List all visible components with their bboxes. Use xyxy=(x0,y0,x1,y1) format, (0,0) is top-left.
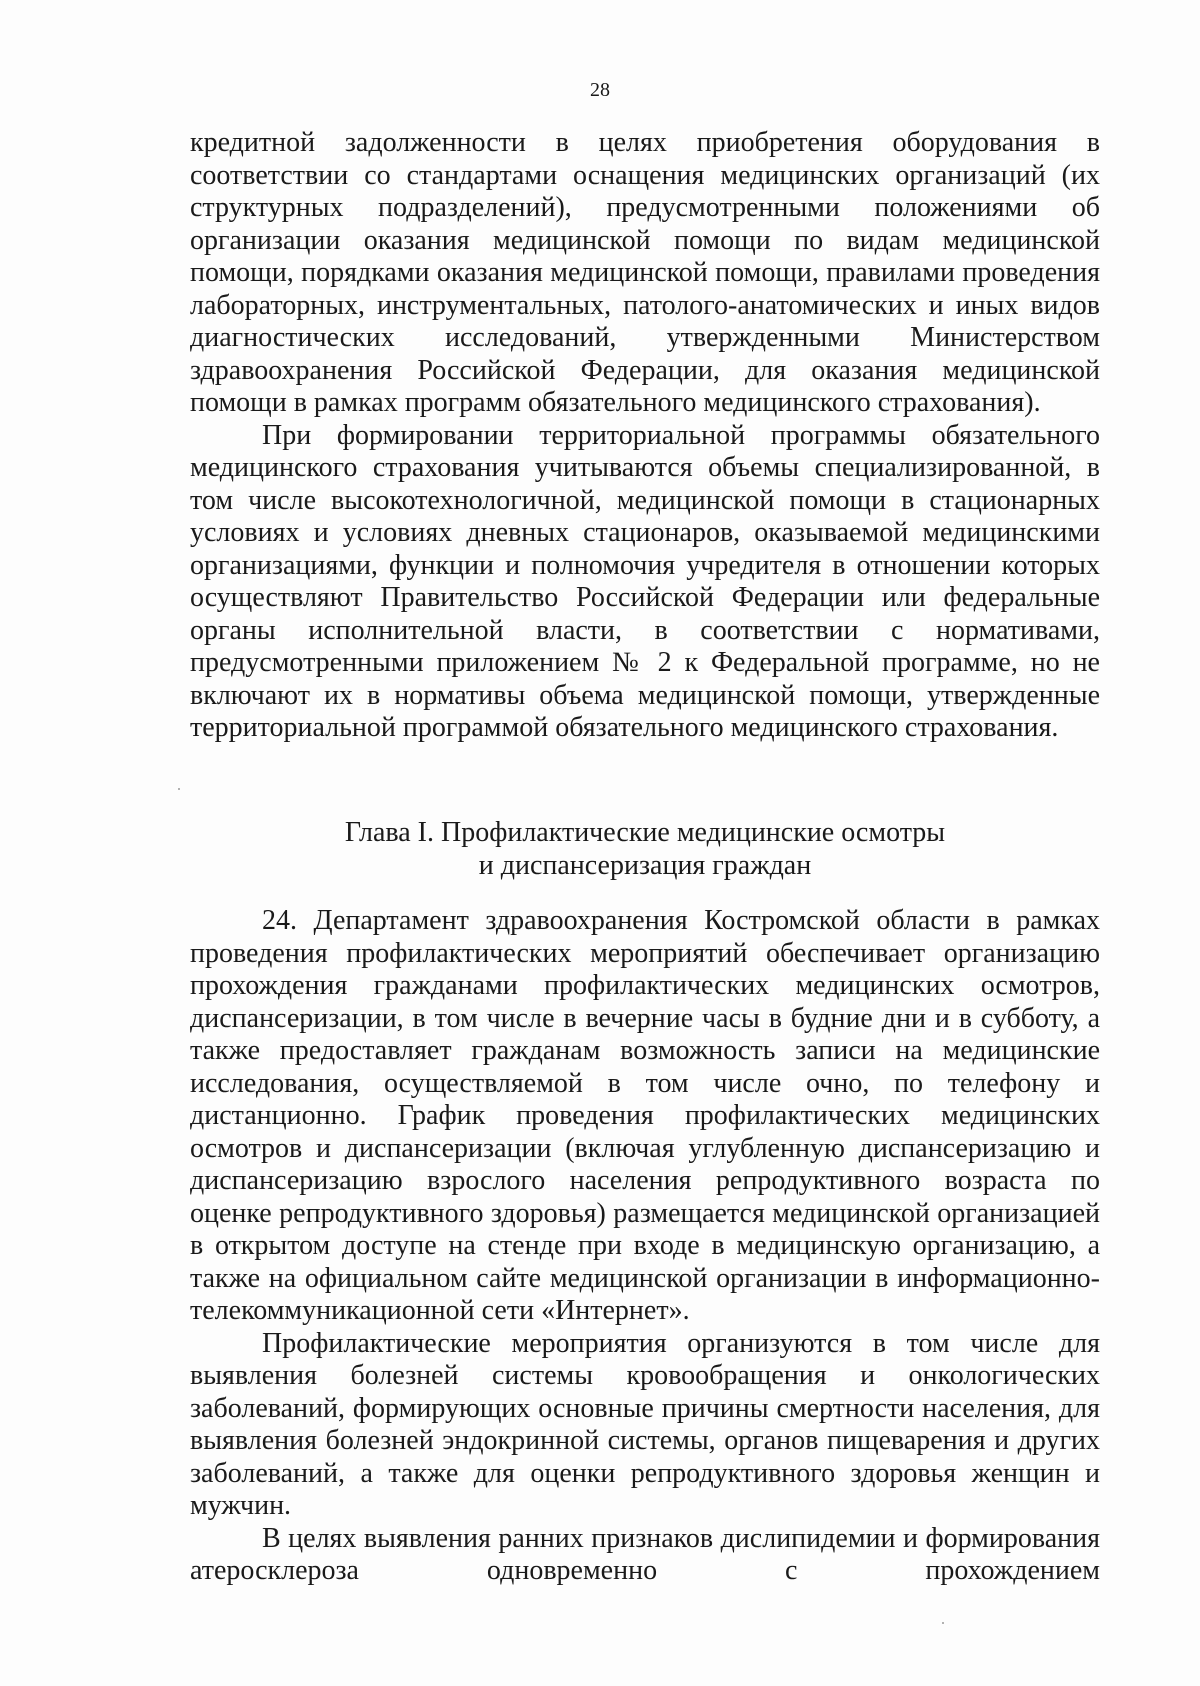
body-text-top xyxy=(190,127,1100,745)
chapter-heading xyxy=(190,816,1100,882)
paragraph-preventive-measures: Профилактические мероприятия организуются в том числе для выявления болезней системы кровообращения и онкологических заболеваний, формирующих основные причины смертности населения, для выявления болезней эндокринной системы, органов пищеварения и других заболеваний, а также для оценки репродуктивного здоровья женщин и мужчин. xyxy=(190,1327,1100,1521)
scan-speck xyxy=(942,1622,944,1624)
paragraph-territorial-program: При формировании территориальной программы обязательного медицинского страхования учитываются объемы специализированной, в том числе высокотехнологичной, медицинской помощи в стационарных условиях и условиях дневных стационаров, оказываемой медицинскими организациями, функции и полномочия учредителя в отношении которых осуществляют Правительство Российской Федерации или федеральные органы исполнительной власти, в соответствии с нормативами, предусмотренными приложением № 2 к Федеральной программе, но не включают их в нормативы объема медицинской помощи, утвержденные территориальной программой обязательного медицинского страхования. xyxy=(190,419,1100,743)
chapter-heading-line-1: Глава I. Профилактические медицинские осмотры xyxy=(344,817,946,848)
paragraph-credit-debt: кредитной задолженности в целях приобретения оборудования в соответствии со стандартами оснащения медицинских организаций (их структурных подразделений), предусмотренными положениями об организации оказания медицинской помощи по видам медицинской помощи, порядками оказания медицинской помощи, правилами проведения лабораторных, инструментальных, патолого-анатомических и иных видов диагностических исследований, утвержденными Министерством здравоохранения Российской Федерации, для оказания медицинской помощи в рамках программ обязательного медицинского страхования). xyxy=(190,127,1100,418)
chapter-heading-line-2: и диспансеризация граждан xyxy=(478,850,812,881)
paragraph-item-24: 24. Департамент здравоохранения Костромской области в рамках проведения профилактических мероприятий обеспечивает организацию прохождения гражданами профилактических медицинских осмотров, диспансеризации, в том числе в вечерние часы в будние дни и в субботу, а также предоставляет гражданам возможность записи на медицинские исследования, осуществляемой в том числе очно, по телефону и дистанционно. График проведения профилактических медицинских осмотров и диспансеризации (включая углубленную диспансеризацию и диспансеризацию взрослого населения репродуктивного возраста по оценке репродуктивного здоровья) размещается медицинской организацией в открытом доступе на стенде при входе в медицинскую организацию, а также на официальном сайте медицинской организации в информационно-телекоммуникационной сети «Интернет». xyxy=(190,905,1100,1326)
scan-speck xyxy=(178,788,180,790)
paragraph-dyslipidemia: В целях выявления ранних признаков дислипидемии и формирования атеросклероза одновременно с прохождением xyxy=(190,1522,1100,1586)
page-number: 28 xyxy=(590,79,610,101)
body-text-bottom xyxy=(190,905,1100,1588)
